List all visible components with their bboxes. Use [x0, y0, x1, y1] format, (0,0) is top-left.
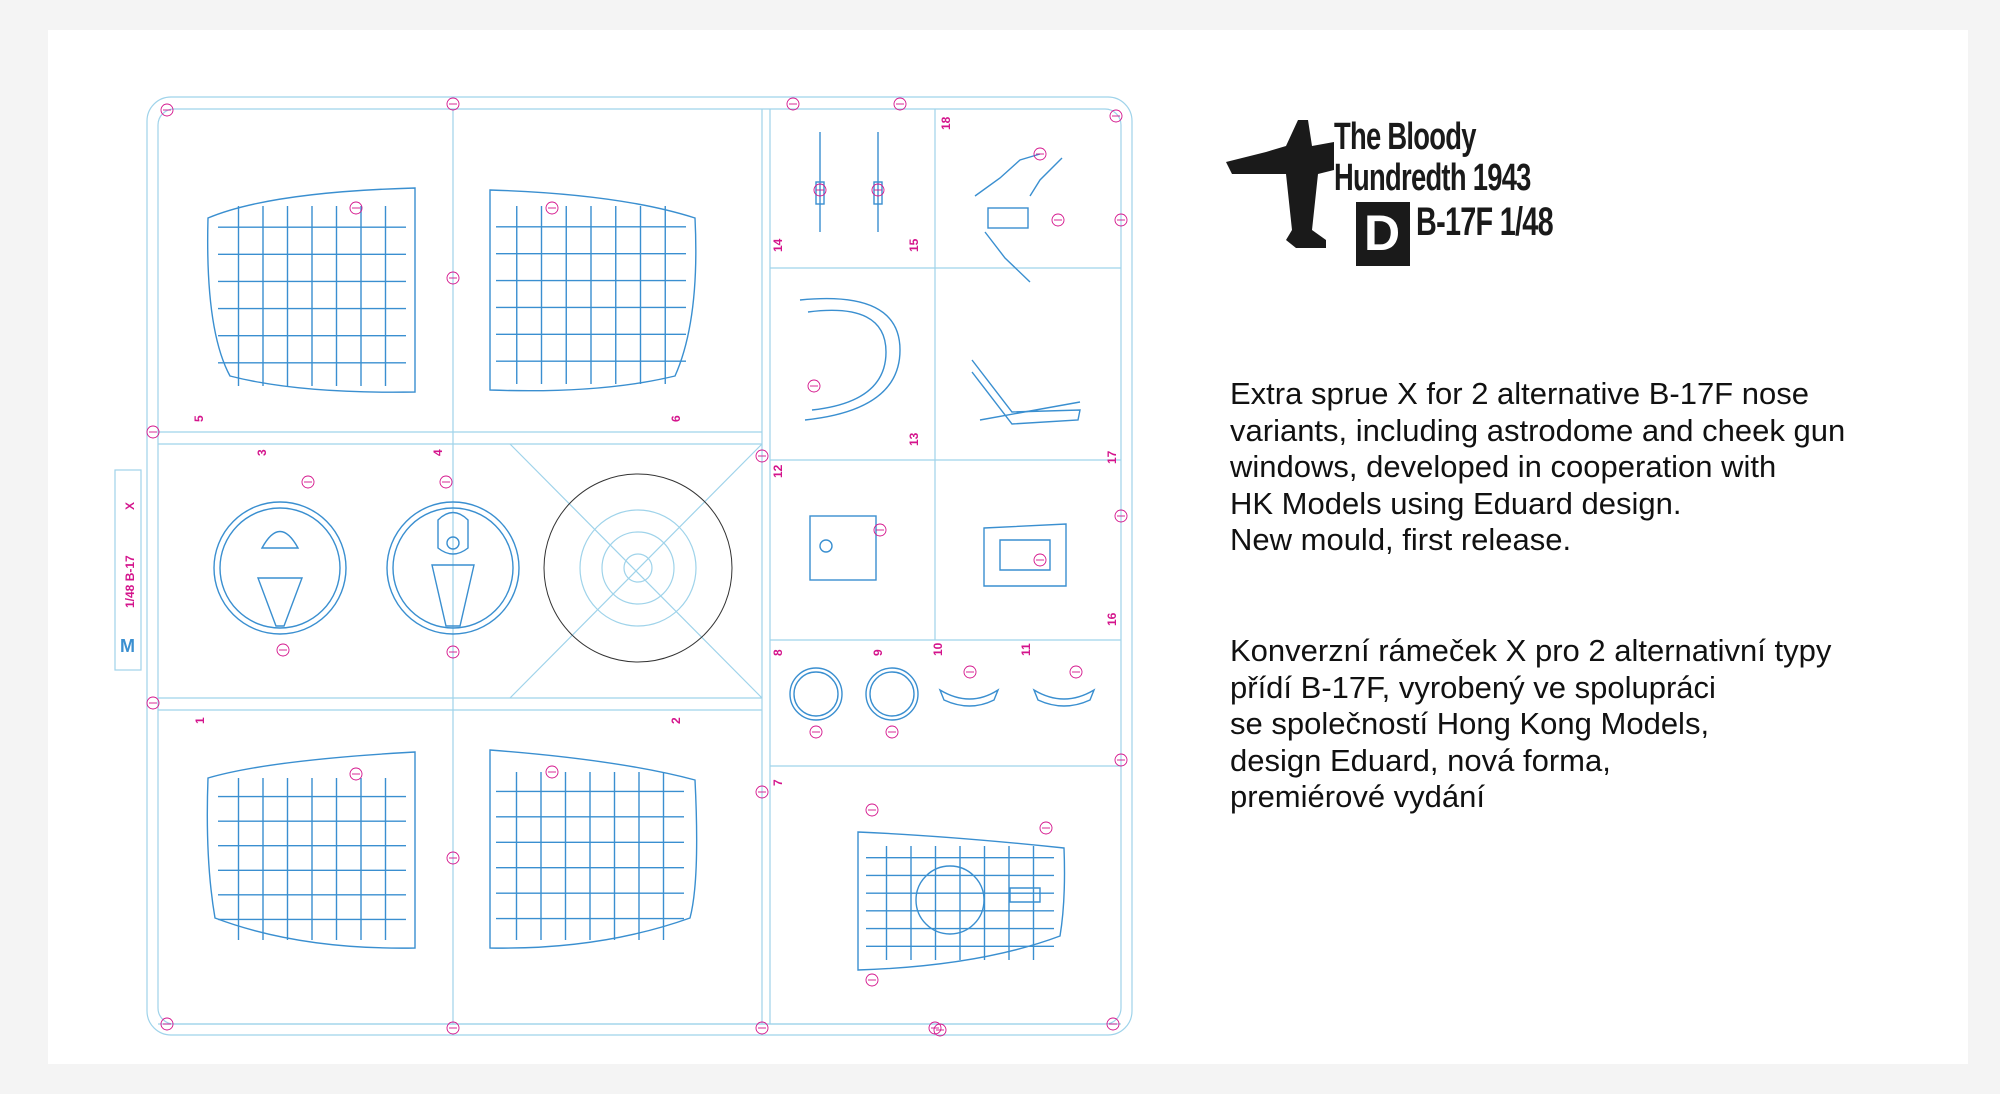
part-9 — [866, 668, 918, 720]
part-18 — [975, 154, 1062, 282]
logo — [1226, 112, 1556, 272]
sprue-size-label: 1/48 B-17 — [123, 555, 137, 608]
b17-silhouette-icon — [1226, 112, 1336, 272]
part-number-8: 8 — [771, 649, 785, 656]
description-czech — [1230, 633, 1831, 816]
part-10 — [940, 690, 998, 706]
part-11 — [1034, 690, 1094, 706]
part-17 — [972, 360, 1080, 424]
desc-en-line: variants, including astrodome and cheek gun — [1230, 412, 1846, 448]
part-number-1: 1 — [193, 717, 207, 724]
brand-mark: M — [120, 636, 135, 656]
part-number-14: 14 — [771, 238, 785, 252]
part-number-16: 16 — [1105, 612, 1119, 626]
desc-en-line: Extra sprue X for 2 alternative B-17F nose — [1230, 376, 1809, 411]
part-8 — [790, 668, 842, 720]
part-number-3: 3 — [255, 449, 269, 456]
part-number-11: 11 — [1019, 643, 1033, 656]
part-16 — [984, 524, 1066, 586]
desc-en-line: windows, developed in cooperation with — [1230, 449, 1777, 484]
part-number-10: 10 — [931, 642, 945, 656]
panel-grids — [218, 206, 1054, 960]
part-number-6: 6 — [669, 415, 683, 422]
desc-cz-line: Konverzní rámeček X pro 2 alternativní typy — [1230, 633, 1832, 668]
part-14 — [816, 132, 824, 232]
part-number-7: 7 — [771, 779, 785, 786]
logo-line-3: B-17F 1/48 — [1416, 200, 1553, 244]
sprue-side-tag — [115, 470, 141, 670]
part-number-17: 17 — [1105, 450, 1119, 464]
part-12 — [810, 516, 876, 580]
desc-cz-line: design Eduard, nová forma, — [1230, 742, 1611, 778]
logo-line-2: Hundredth 1943 — [1334, 157, 1531, 199]
logo-line-1: The Bloody — [1334, 116, 1476, 158]
part-number-12: 12 — [771, 464, 785, 478]
logo-letter: D — [1363, 205, 1401, 261]
part-number-15: 15 — [907, 238, 921, 252]
part-3 — [214, 502, 346, 634]
part-number-4: 4 — [431, 449, 445, 456]
part-13 — [800, 299, 900, 420]
part-number-13: 13 — [907, 432, 921, 446]
sprue-letter: X — [123, 501, 137, 510]
part-numbers — [192, 116, 1119, 786]
part-number-2: 2 — [669, 717, 683, 724]
logo-badge — [1356, 202, 1410, 266]
desc-en-line: New mould, first release. — [1230, 522, 1572, 557]
desc-en-line: HK Models using Eduard design. — [1230, 485, 1682, 521]
part-15 — [874, 132, 882, 232]
description-english — [1230, 376, 1845, 559]
desc-cz-line: premiérové vydání — [1230, 779, 1486, 814]
part-number-18: 18 — [939, 116, 953, 130]
part-number-9: 9 — [871, 649, 885, 656]
desc-cz-line: se společností Hong Kong Models, — [1230, 706, 1710, 741]
desc-cz-line: přídí B-17F, vyrobený ve spolupráci — [1230, 669, 1716, 705]
part-number-5: 5 — [192, 415, 206, 422]
